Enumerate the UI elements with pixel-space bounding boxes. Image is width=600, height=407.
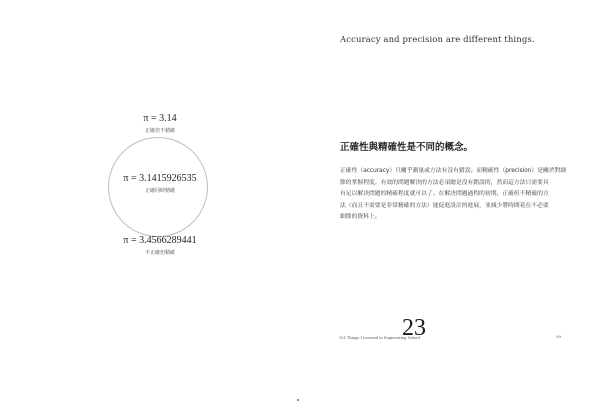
- article-title: 正確性與精確性是不同的概念。: [340, 142, 474, 153]
- header-quote: Accuracy and precision are different things.: [340, 35, 535, 45]
- pi-caption-middle: 正確同時精確: [144, 188, 175, 194]
- center-dot: [297, 399, 299, 401]
- article-line: 正確性（accuracy）只關乎測量或方法有沒有錯誤；而精確性（precision）是關於對細: [340, 168, 567, 174]
- article-line: 法（而且不需要是非常精確的方法）能促進設計的進展，並減少將時間花在不必要: [340, 202, 549, 209]
- article-line: 細節的資料上。: [340, 214, 381, 221]
- pi-value-bottom: π = 3.4566289441: [123, 235, 197, 246]
- lesson-number: 23: [402, 315, 426, 341]
- pi-value-middle: π = 3.1415926535: [123, 173, 197, 184]
- pi-caption-top: 正確但不精確: [144, 128, 175, 134]
- pi-caption-bottom: 不正確但精確: [144, 250, 175, 256]
- article-line: 有足以解決問題的精確程度就可以了。在解決問題過程的初期，正確但不精確的方: [340, 191, 549, 198]
- pi-value-top: π = 3.14: [143, 113, 177, 124]
- article-body: [340, 166, 572, 224]
- footer-book-title: 101 Things I Learned in Engineering School: [339, 336, 420, 340]
- article-line: 節的掌握程度。有效的問題解決的方法必須總是沒有錯誤的，然而這方法只需要具: [340, 179, 549, 186]
- page-number: 59: [556, 334, 562, 339]
